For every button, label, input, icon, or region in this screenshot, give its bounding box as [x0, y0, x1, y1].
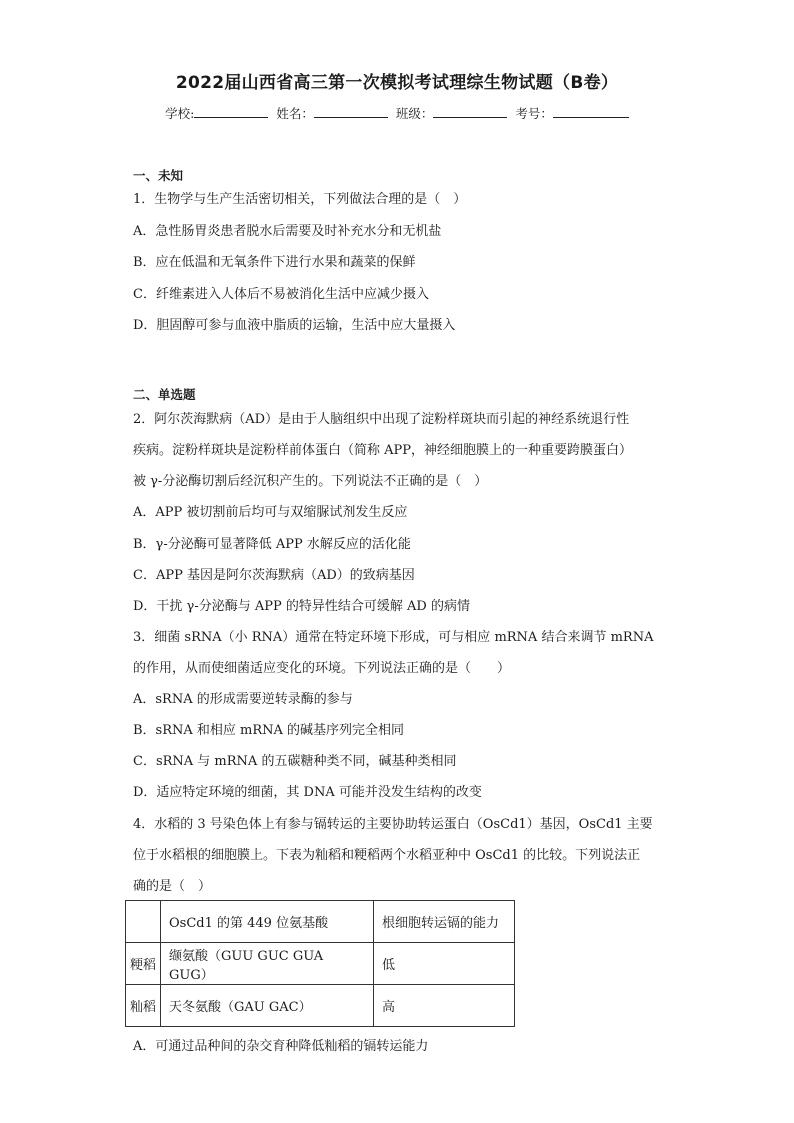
table-header-cell [126, 901, 161, 943]
table-header-cell: 根细胞转运镉的能力 [374, 901, 515, 943]
question-2-option-b: B．γ-分泌酶可显著降低 APP 水解反应的活化能 [133, 537, 411, 552]
table-header-cell: OsCd1 的第 449 位氨基酸 [161, 901, 374, 943]
school-label: 学校: [165, 106, 195, 121]
question-2-stem-line: 疾病。淀粉样斑块是淀粉样前体蛋白（简称 APP，神经细胞膜上的一种重要跨膜蛋白） [133, 443, 633, 458]
question-1-stem: 1．生物学与生产生活密切相关，下列做法合理的是（ ） [133, 192, 467, 207]
question-4-option-a: A．可通过品种间的杂交育种降低籼稻的镉转运能力 [133, 1039, 429, 1054]
question-2-option-a: A．APP 被切割前后均可与双缩脲试剂发生反应 [133, 505, 408, 520]
table-cell: 天冬氨酸（GAU GAC） [161, 985, 374, 1027]
exam-no-blank[interactable] [553, 105, 629, 118]
table-cell: 高 [374, 985, 515, 1027]
question-1-option-a: A．急性肠胃炎患者脱水后需要及时补充水分和无机盐 [133, 224, 442, 239]
name-blank[interactable] [314, 105, 388, 118]
question-1-option-c: C．纤维素进入人体后不易被消化生活中应减少摄入 [133, 287, 429, 302]
exam-no-label: 考号： [515, 106, 553, 121]
question-2-option-d: D．干扰 γ-分泌酶与 APP 的特异性结合可缓解 AD 的病情 [133, 599, 470, 614]
table-cell: 缬氨酸（GUU GUC GUA GUG） [161, 943, 374, 985]
name-label: 姓名： [276, 106, 314, 121]
section-heading-single-choice: 二、单选题 [133, 387, 196, 402]
table-header-row [126, 901, 515, 943]
question-3-option-d: D．适应特定环境的细菌，其 DNA 可能并没发生结构的改变 [133, 785, 482, 800]
question-1-option-d: D．胆固醇可参与血液中脂质的运输，生活中应大量摄入 [133, 318, 456, 333]
question-4-stem-line: 位于水稻根的细胞膜上。下表为籼稻和粳稻两个水稻亚种中 OsCd1 的比较。下列说法正 [133, 848, 641, 863]
student-info-row [0, 104, 794, 122]
table-row [126, 943, 515, 985]
question-4-stem-line: 4．水稻的 3 号染色体上有参与镉转运的主要协助转运蛋白（OsCd1）基因，OsCd1 主要 [133, 817, 653, 832]
exam-title: 2022届山西省高三第一次模拟考试理综生物试题（B卷） [175, 73, 619, 93]
school-blank[interactable] [194, 105, 268, 118]
question-3-stem-line: 3．细菌 sRNA（小 RNA）通常在特定环境下形成，可与相应 mRNA 结合来调节 mRNA [133, 630, 654, 645]
question-2-option-c: C．APP 基因是阿尔茨海默病（AD）的致病基因 [133, 568, 415, 583]
table-cell: 低 [374, 943, 515, 985]
question-1-option-b: B．应在低温和无氧条件下进行水果和蔬菜的保鲜 [133, 255, 416, 270]
question-2-stem-line: 2．阿尔茨海默病（AD）是由于人脑组织中出现了淀粉样斑块而引起的神经系统退行性 [133, 412, 630, 427]
question-2-stem-line: 被 γ-分泌酶切割后经沉积产生的。下列说法不正确的是（ ） [133, 474, 488, 489]
table-row [126, 985, 515, 1027]
class-label: 班级： [395, 106, 434, 121]
question-4-stem-line: 确的是（ ） [133, 879, 212, 894]
question-3-option-c: C．sRNA 与 mRNA 的五碳糖种类不同，碱基种类相同 [133, 754, 457, 769]
table-cell: 粳稻 [126, 943, 161, 985]
oscd1-comparison-table [125, 900, 515, 1027]
question-3-option-b: B．sRNA 和相应 mRNA 的碱基序列完全相同 [133, 723, 405, 738]
section-heading-unknown: 一、未知 [133, 168, 184, 183]
question-3-stem-line: 的作用，从而使细菌适应变化的环境。下列说法正确的是（ ） [133, 661, 511, 676]
class-blank[interactable] [433, 105, 507, 118]
table-cell: 籼稻 [126, 985, 161, 1027]
question-3-option-a: A．sRNA 的形成需要逆转录酶的参与 [133, 692, 353, 707]
